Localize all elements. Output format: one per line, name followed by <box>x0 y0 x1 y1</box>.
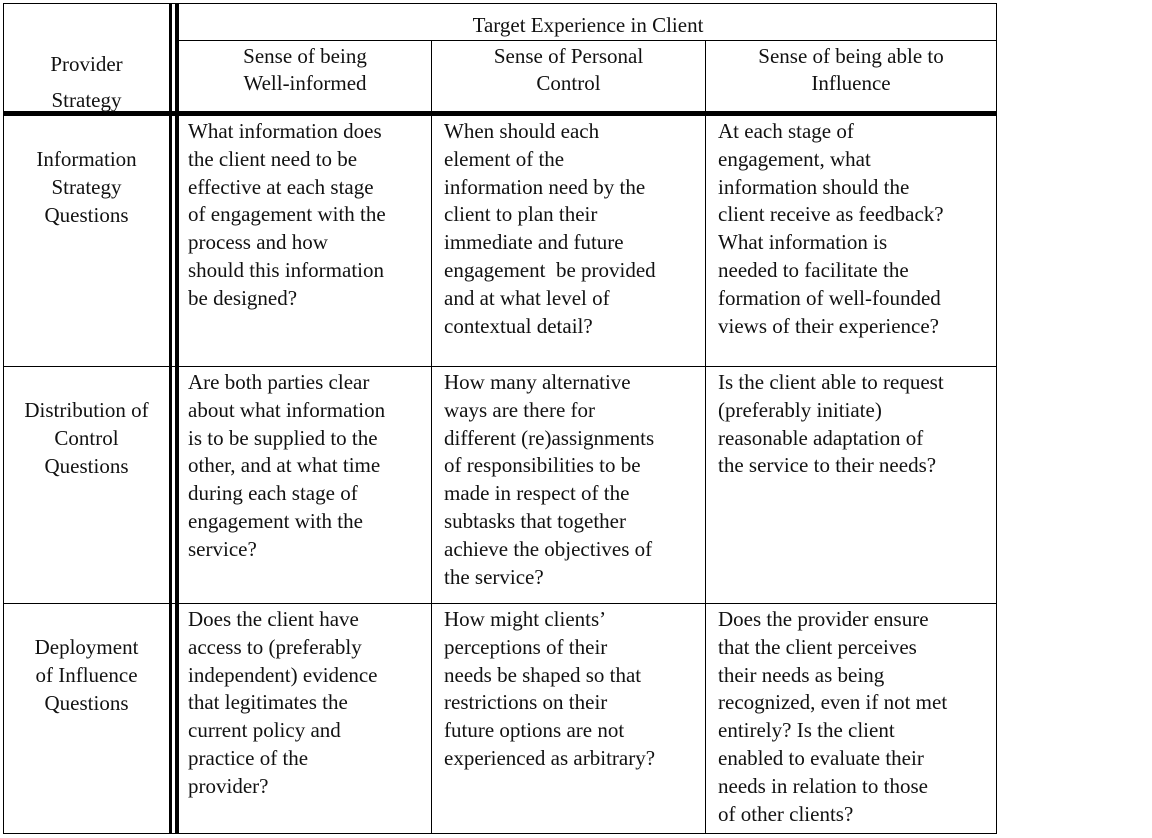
row-label-line: Questions <box>44 202 129 227</box>
column-header-personal-control-line-2: Control <box>536 71 601 95</box>
cell-line: is to be supplied to the <box>188 425 378 450</box>
double-separator-b <box>175 3 179 834</box>
cell-line: engagement, what <box>718 146 871 171</box>
cell-line: engagement with the <box>188 508 363 533</box>
cell-line: How many alternative <box>444 370 631 394</box>
cell-line: independent) evidence <box>188 662 378 687</box>
target-experience-header: Target Experience in Client <box>472 13 704 37</box>
cell-line: How might clients’ <box>444 607 607 631</box>
cell-information-well-informed <box>188 118 428 313</box>
row-label-line: Questions <box>44 453 129 478</box>
header-subline <box>179 40 997 41</box>
double-separator-a <box>169 3 172 834</box>
cell-line: engagement be provided <box>444 257 656 282</box>
cell-line: subtasks that together <box>444 508 626 533</box>
cell-line: about what information <box>188 397 386 422</box>
row-label-line: Questions <box>44 690 129 715</box>
provider-strategy-line-2: Strategy <box>51 88 122 112</box>
provider-strategy-header <box>4 46 169 118</box>
row-label-line: Distribution of <box>24 398 149 422</box>
column-header-personal-control <box>432 43 705 97</box>
cell-line: needs in relation to those <box>718 773 928 798</box>
border-top <box>3 3 997 4</box>
column-header-well-informed <box>179 43 431 97</box>
border-right <box>996 3 997 834</box>
cell-line: effective at each stage <box>188 174 374 199</box>
border-bottom <box>3 833 997 834</box>
row-label-line: Control <box>54 425 119 450</box>
cell-line: made in respect of the <box>444 481 630 506</box>
column-header-influence-line-2: Influence <box>811 71 891 95</box>
row-separator-2 <box>3 603 997 604</box>
cell-line: needed to facilitate the <box>718 257 909 282</box>
cell-line: the service to their needs? <box>718 453 937 478</box>
cell-distribution-well-informed <box>188 369 428 564</box>
cell-line: access to (preferably <box>188 634 362 659</box>
cell-line: Does the provider ensure <box>718 607 929 631</box>
cell-line: that legitimates the <box>188 690 348 715</box>
column-header-personal-control-line-1: Sense of Personal <box>493 44 644 68</box>
cell-line: different (re)assignments <box>444 425 655 450</box>
cell-line: Is the client able to request <box>718 370 944 394</box>
cell-deployment-personal-control <box>444 606 702 773</box>
cell-line: restrictions on their <box>444 690 608 715</box>
cell-deployment-well-informed <box>188 606 428 801</box>
cell-line: future options are not <box>444 718 625 743</box>
column-header-influence-line-1: Sense of being able to <box>758 44 944 68</box>
col-separator-1 <box>431 40 432 834</box>
cell-line: reasonable adaptation of <box>718 425 924 450</box>
row-label-line: Information <box>36 147 137 171</box>
cell-line: and at what level of <box>444 285 610 310</box>
row-label-line: Deployment <box>34 635 139 659</box>
cell-line: their needs as being <box>718 662 885 687</box>
row-label-line: of Influence <box>35 662 138 687</box>
cell-line: during each stage of <box>188 481 358 506</box>
cell-line: enabled to evaluate their <box>718 745 924 770</box>
cell-line: client receive as feedback? <box>718 202 944 227</box>
cell-line: service? <box>188 536 257 561</box>
cell-line: of engagement with the <box>188 202 386 227</box>
column-header-influence <box>706 43 996 97</box>
row-label-deployment-of-influence <box>4 634 169 717</box>
provider-strategy-line-1: Provider <box>50 52 123 76</box>
column-header-well-informed-line-1: Sense of being <box>243 44 367 68</box>
cell-line: of other clients? <box>718 801 854 826</box>
cell-line: immediate and future <box>444 230 624 255</box>
cell-line: client to plan their <box>444 202 598 227</box>
cell-information-influence <box>718 118 994 340</box>
cell-line: provider? <box>188 773 269 798</box>
cell-line: experienced as arbitrary? <box>444 745 656 770</box>
cell-line: What information is <box>718 230 888 255</box>
cell-line: the service? <box>444 564 544 589</box>
cell-line: practice of the <box>188 745 309 770</box>
cell-line: ways are there for <box>444 397 595 422</box>
cell-line: the client need to be <box>188 146 358 171</box>
cell-line: process and how <box>188 230 328 255</box>
cell-line: What information does <box>188 119 382 143</box>
cell-line: current policy and <box>188 718 341 743</box>
column-header-well-informed-line-2: Well-informed <box>243 71 367 95</box>
cell-line: information need by the <box>444 174 646 199</box>
cell-deployment-influence <box>718 606 994 828</box>
row-separator-1 <box>3 366 997 367</box>
cell-line: perceptions of their <box>444 634 608 659</box>
cell-information-personal-control <box>444 118 702 340</box>
cell-line: be designed? <box>188 285 298 310</box>
cell-line: that the client perceives <box>718 634 917 659</box>
cell-line: entirely? Is the client <box>718 718 895 743</box>
cell-line: Are both parties clear <box>188 370 370 394</box>
cell-line: should this information <box>188 257 384 282</box>
cell-line: formation of well-founded <box>718 285 941 310</box>
cell-line: When should each <box>444 119 600 143</box>
cell-line: of responsibilities to be <box>444 453 641 478</box>
col-separator-2 <box>705 40 706 834</box>
row-label-distribution-of-control <box>4 397 169 480</box>
cell-distribution-influence <box>718 369 994 480</box>
cell-line: achieve the objectives of <box>444 536 653 561</box>
cell-line: At each stage of <box>718 119 854 143</box>
cell-line: information should the <box>718 174 910 199</box>
cell-line: contextual detail? <box>444 313 593 338</box>
cell-line: views of their experience? <box>718 313 939 338</box>
row-label-line: Strategy <box>51 174 122 199</box>
cell-line: needs be shaped so that <box>444 662 642 687</box>
row-label-information-strategy <box>4 146 169 229</box>
cell-line: Does the client have <box>188 607 359 631</box>
cell-line: other, and at what time <box>188 453 381 478</box>
cell-line: recognized, even if not met <box>718 690 948 715</box>
cell-distribution-personal-control <box>444 369 702 591</box>
cell-line: (preferably initiate) <box>718 397 882 422</box>
cell-line: element of the <box>444 146 565 171</box>
